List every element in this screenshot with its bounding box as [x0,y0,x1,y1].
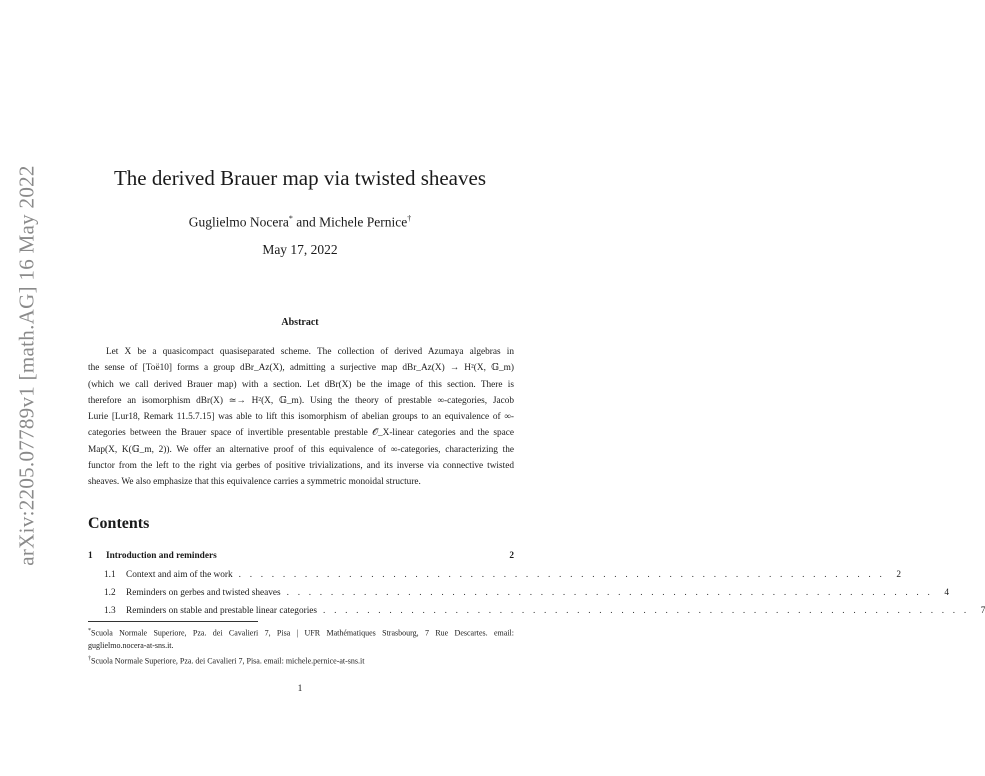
footnote-text: Scuola Normale Superiore, Pza. dei Cavalieri 7, Pisa | UFR Mathématiques Strasbourg, 7 Rue Descartes. email: [91,628,514,638]
toc-entry-page: 4 [944,588,949,598]
author-first-footnote-mark[interactable]: * [288,214,293,223]
toc-entry-title: Context and aim of the work [126,570,233,580]
footnote-email-first-author[interactable]: guglielmo.nocera-at-sns.it. [88,641,174,651]
toc-dot-leader: . . . . . . . . . . . . . . . . . . . . . . . . . . . . . . . . . . . . . . . . . . . . . . . . . . . . . . . . . . . [323,606,970,616]
abstract-line: sheaves. We also emphasize that this equivalence carries a symmetric monoidal structure. [88,477,421,488]
abstract-line: therefore an isomorphism dBr(X) ≃→ H²(X, 𝔾_m). Using the theory of prestable ∞-categories, Jacob [88,395,514,406]
footnote-second-author [88,653,514,668]
abstract-body [88,344,514,491]
footnote-divider [88,621,258,622]
author-connector: and [292,214,320,230]
paper-title: The derived Brauer map via twisted sheaves [113,166,487,190]
toc-entry-title: Reminders on gerbes and twisted sheaves [126,588,281,598]
paper-date: May 17, 2022 [262,242,338,257]
toc-dot-leader: . . . . . . . . . . . . . . . . . . . . . . . . . . . . . . . . . . . . . . . . . . . . . . . . . . . . . . . . . . . [238,570,885,580]
footnote-mark: † [88,655,91,662]
footnotes [88,625,514,668]
toc-entry-page: 7 [980,606,985,616]
toc-entry-number: 1 [88,551,93,561]
abstract-line: categories between the Brauer space of invertible presentable prestable 𝒪_X-linear categories and the space [88,428,514,439]
toc-entry-page: 2 [896,570,901,580]
author-second-footnote-mark[interactable]: † [407,214,412,223]
author-first: Guglielmo Nocera [188,214,289,230]
author-line [0,209,600,233]
toc-entry-introduction[interactable] [88,547,514,566]
author-second: Michele Pernice [319,214,408,230]
footnote-text: Scuola Normale Superiore, Pza. dei Cavalieri 7, Pisa. email: michele.pernice-at-sns.it [91,656,365,666]
abstract-heading: Abstract [281,317,319,328]
toc-entry-context[interactable] [88,566,901,584]
toc-entry-title: Reminders on stable and prestable linear categories [126,606,318,616]
abstract-line: Lurie [Lur18, Remark 11.5.7.15] was able to lift this isomorphism of abelian groups to an equivalence of ∞- [88,412,514,423]
abstract-line: Map(X, K(𝔾_m, 2)). We offer an alternative proof of this equivalence of ∞-categories, characterizing the [88,444,514,455]
toc-entry-linear-categories[interactable] [88,602,985,620]
toc-entry-number: 1.2 [104,588,116,598]
table-of-contents [88,547,985,620]
footnote-mark: * [88,628,91,634]
arxiv-identifier-text: arXiv:2205.07789v1 [math.AG] 16 May 2022 [14,164,39,566]
toc-entry-title: Introduction and reminders [106,551,217,561]
page-number: 1 [297,684,303,694]
abstract-line: functor from the left to the right via gerbes of positive trivializations, and its inverse via connective twisted [88,461,514,472]
contents-heading: Contents [88,515,150,532]
abstract-line: Let X be a quasicompact quasiseparated scheme. The collection of derived Azumaya algebras in [106,347,514,357]
toc-entry-gerbes[interactable] [88,584,949,602]
footnote-first-author [88,625,514,640]
toc-entry-number: 1.3 [104,606,116,616]
toc-entry-page: 2 [509,551,514,561]
toc-entry-number: 1.1 [104,570,116,580]
abstract-line: the sense of [Toë10] forms a group dBr_Az(X), admitting a surjective map dBr_Az(X) → H²(X, 𝔾_m) [88,363,514,374]
abstract-line: (which we call derived Brauer map) with a section. Let dBr(X) be the image of this section. There is [88,379,514,390]
toc-dot-leader: . . . . . . . . . . . . . . . . . . . . . . . . . . . . . . . . . . . . . . . . . . . . . . . . . . . . . . . . . . . [286,588,933,598]
